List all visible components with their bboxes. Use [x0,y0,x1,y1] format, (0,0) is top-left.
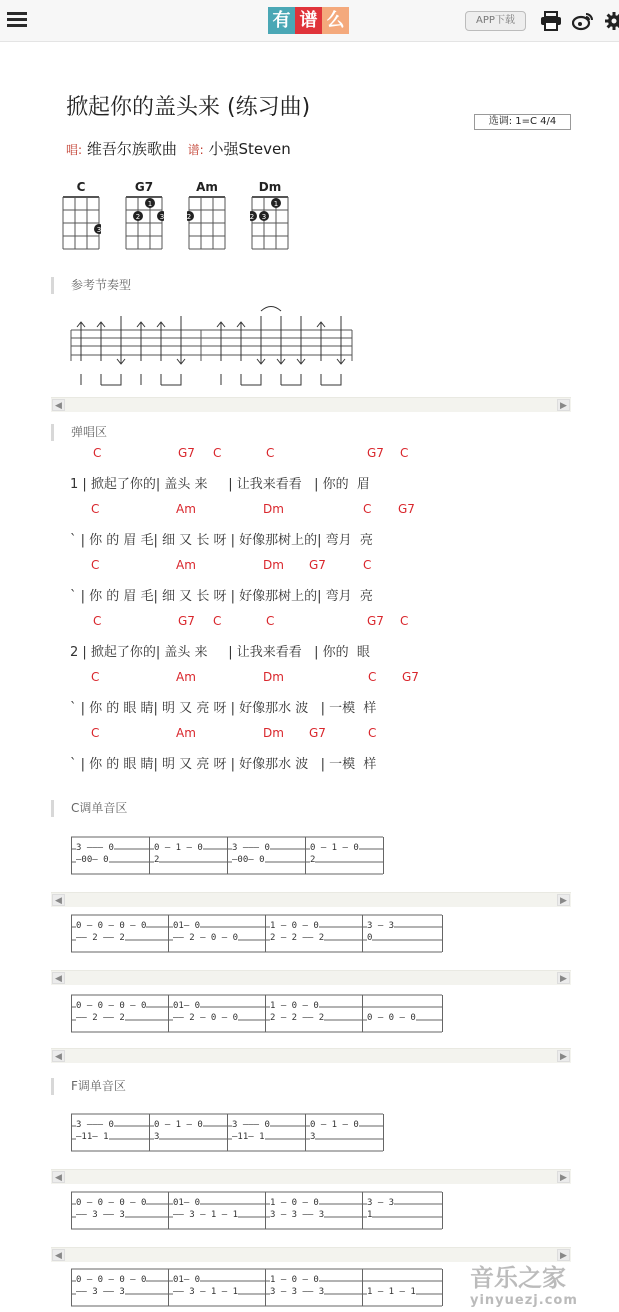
site-logo[interactable] [268,7,349,34]
tab-notes: 0 — 0 — 0 — 0 [76,921,147,931]
chord-label[interactable]: G7 [309,726,326,740]
chord-label[interactable]: C [91,670,100,684]
lyric-line: 1 | 掀起了你的| 盖头 来 | 让我来看看 | 你的 眉 [70,477,370,492]
tab-notes: —00— 0 [232,855,265,865]
chord-label[interactable]: C [91,726,100,740]
weibo-icon[interactable] [572,11,594,31]
tab-notes: —— 3 —— 3 [76,1287,125,1297]
tab-staff [71,1113,385,1153]
chord-label[interactable]: G7 [178,446,195,460]
svg-text:3: 3 [96,226,101,234]
logo-char-1: 有 [268,7,295,34]
tab-notes: —— 2 — 0 — 0 [173,1013,239,1023]
tab-notes: 2 — 2 —— 2 [270,933,325,943]
scorer-label: 谱: [187,143,204,157]
chord-label[interactable]: C [91,558,100,572]
key-select[interactable]: 选调: 1=C 4/4 [474,114,571,130]
tab-notes: —— 3 — 1 — 1 [173,1210,239,1220]
chord-name: Am [196,180,218,194]
svg-text:1: 1 [147,200,153,208]
chord-label[interactable]: G7 [367,614,384,628]
tab-notes: 01— 0 [173,1001,201,1011]
lyric-line: ` | 你 的 眉 毛| 细 又 长 呀 | 好像那树上的| 弯月 亮 [70,589,373,604]
song-credits [66,138,291,159]
chord-label[interactable]: G7 [367,446,384,460]
chord-label[interactable]: Am [176,670,196,684]
scroll-right-icon[interactable]: ▶ [557,399,570,411]
tab-notes: 3 [310,1132,316,1142]
tab-notes: 2 — 2 —— 2 [270,1013,325,1023]
menu-icon[interactable] [7,11,27,29]
scroll-right-icon[interactable]: ▶ [557,972,570,984]
tab-notes: —00— 0 [76,855,109,865]
tab-notes: —— 2 —— 2 [76,933,125,943]
logo-char-3: 么 [322,7,349,34]
tab-notes: 0 — 0 — 0 [367,1013,416,1023]
scroll-right-icon[interactable]: ▶ [557,894,570,906]
section-f-melody: F调单音区 [51,1078,126,1095]
scroll-left-icon[interactable]: ◀ [52,1171,65,1183]
svg-text:1: 1 [273,200,279,208]
tab-staff [71,914,444,954]
chord-label[interactable]: C [91,502,100,516]
lyric-line: ` | 你 的 眼 睛| 明 又 亮 呀 | 好像那水 波 | 一模 样 [70,757,377,772]
section-rhythm: 参考节奏型 [51,277,131,294]
chord-label[interactable]: C [266,446,275,460]
chord-diagram-g7[interactable] [124,180,164,256]
chord-name: G7 [134,180,154,194]
chord-label[interactable]: C [363,558,372,572]
chord-diagram-c[interactable] [61,180,101,256]
settings-icon[interactable] [603,11,619,31]
tab-notes: 3 — 3 [367,1198,395,1208]
lyric-line: 2 | 掀起了你的| 盖头 来 | 让我来看看 | 你的 眼 [70,645,370,660]
rhythm-pattern [68,302,358,388]
tab-notes: 3 — 3 [367,921,395,931]
tab-staff [71,836,385,876]
section-c-melody: C调单音区 [51,800,127,817]
scroll-right-icon[interactable]: ▶ [557,1171,570,1183]
c-tab-scrollbar-1[interactable] [51,892,571,907]
tab-notes: 3 ——— 0 [232,843,270,853]
tab-notes: —11— 1 [232,1132,265,1142]
f-tab-scrollbar-1[interactable] [51,1169,571,1184]
chord-label[interactable]: Dm [263,726,284,740]
svg-text:3: 3 [261,213,267,221]
tab-notes: 01— 0 [173,921,201,931]
watermark-line-1: 音乐之家 [470,1264,566,1292]
tab-notes: —— 3 —— 3 [76,1210,125,1220]
tab-notes: 0 — 0 — 0 — 0 [76,1198,147,1208]
tab-notes: —— 2 —— 2 [76,1013,125,1023]
tab-notes: —— 2 — 0 — 0 [173,933,239,943]
scroll-left-icon[interactable]: ◀ [52,1249,65,1261]
chord-label[interactable]: C [213,614,222,628]
tab-notes: 0 — 0 — 0 — 0 [76,1275,147,1285]
chord-label[interactable]: Am [176,726,196,740]
tab-notes: 0 [367,933,373,943]
tab-notes: 3 — 3 —— 3 [270,1210,325,1220]
chord-label[interactable]: C [400,614,409,628]
tab-notes: 1 — 0 — 0 [270,1001,319,1011]
tab-notes: 1 [367,1210,373,1220]
chord-label[interactable]: C [266,614,275,628]
c-tab-scrollbar-3[interactable] [51,1048,571,1063]
app-download-button[interactable]: APP下载 [465,11,526,31]
tab-notes: 2 [154,855,160,865]
scroll-right-icon[interactable]: ▶ [557,1050,570,1062]
chord-grid [124,195,164,252]
scroll-left-icon[interactable]: ◀ [52,1050,65,1062]
chord-diagram-dm[interactable] [250,180,290,256]
tab-notes: 0 — 1 — 0 [310,843,359,853]
singer-name: 维吾尔族歌曲 [86,140,177,158]
chord-label[interactable]: G7 [398,502,415,516]
chord-label[interactable]: C [400,446,409,460]
chord-label[interactable]: Dm [263,502,284,516]
song-title: 掀起你的盖头来 (练习曲) [66,95,311,120]
chord-label[interactable]: C [93,446,102,460]
c-tab-scrollbar-2[interactable] [51,970,571,985]
scroll-left-icon[interactable]: ◀ [52,972,65,984]
chord-label[interactable]: C [363,502,372,516]
top-bar [0,0,619,42]
chord-label[interactable]: C [213,446,222,460]
tab-notes: 0 — 1 — 0 [154,1120,203,1130]
section-strum: 弹唱区 [51,424,107,441]
scorer-name: 小强Steven [208,140,291,158]
chord-grid [187,195,227,252]
tab-notes: 1 — 0 — 0 [270,1275,319,1285]
lyric-line: ` | 你 的 眉 毛| 细 又 长 呀 | 好像那树上的| 弯月 亮 [70,533,373,548]
scroll-left-icon[interactable]: ◀ [52,894,65,906]
tab-notes: 0 — 1 — 0 [310,1120,359,1130]
chord-name: Dm [258,180,282,194]
chord-label[interactable]: Dm [263,558,284,572]
chord-name: C [76,180,86,194]
svg-text:2: 2 [135,213,141,221]
tab-notes: 3 ——— 0 [232,1120,270,1130]
watermark-logo [470,1258,610,1308]
chord-label[interactable]: G7 [178,614,195,628]
tab-notes: 1 — 0 — 0 [270,1198,319,1208]
chord-grid [61,195,101,252]
tab-notes: 1 — 1 — 1 [367,1287,416,1297]
scroll-right-icon[interactable]: ▶ [557,1249,570,1261]
chord-label[interactable]: Am [176,558,196,572]
tab-notes: 3 — 3 —— 3 [270,1287,325,1297]
tab-notes: 3 ——— 0 [76,1120,114,1130]
chord-label[interactable]: Dm [263,670,284,684]
logo-char-2: 谱 [295,7,322,34]
tab-notes: —11— 1 [76,1132,109,1142]
tab-notes: —— 3 — 1 — 1 [173,1287,239,1297]
chord-label[interactable]: G7 [402,670,419,684]
tab-notes: 01— 0 [173,1198,201,1208]
tab-notes: 2 [310,855,316,865]
svg-text:2: 2 [187,213,192,221]
tab-notes: 0 — 0 — 0 — 0 [76,1001,147,1011]
lyric-line: ` | 你 的 眼 睛| 明 又 亮 呀 | 好像那水 波 | 一模 样 [70,701,377,716]
print-icon[interactable] [540,11,562,31]
watermark-line-2: yinyuezj.com [470,1293,578,1308]
tab-notes: 0 — 1 — 0 [154,843,203,853]
tab-staff [71,1191,444,1231]
chord-label[interactable]: C [93,614,102,628]
tab-notes: 3 ——— 0 [76,843,114,853]
scroll-left-icon[interactable]: ◀ [52,399,65,411]
chord-label[interactable]: C [368,726,377,740]
chord-label[interactable]: C [368,670,377,684]
svg-text:2: 2 [250,213,255,221]
rhythm-scrollbar[interactable] [51,397,571,412]
singer-label: 唱: [66,143,83,157]
tab-notes: 01— 0 [173,1275,201,1285]
chord-grid [250,195,290,252]
chord-label[interactable]: G7 [309,558,326,572]
chord-label[interactable]: Am [176,502,196,516]
tab-notes: 1 — 0 — 0 [270,921,319,931]
svg-text:3: 3 [159,213,164,221]
chord-diagram-am[interactable] [187,180,227,256]
tab-notes: 3 [154,1132,160,1142]
